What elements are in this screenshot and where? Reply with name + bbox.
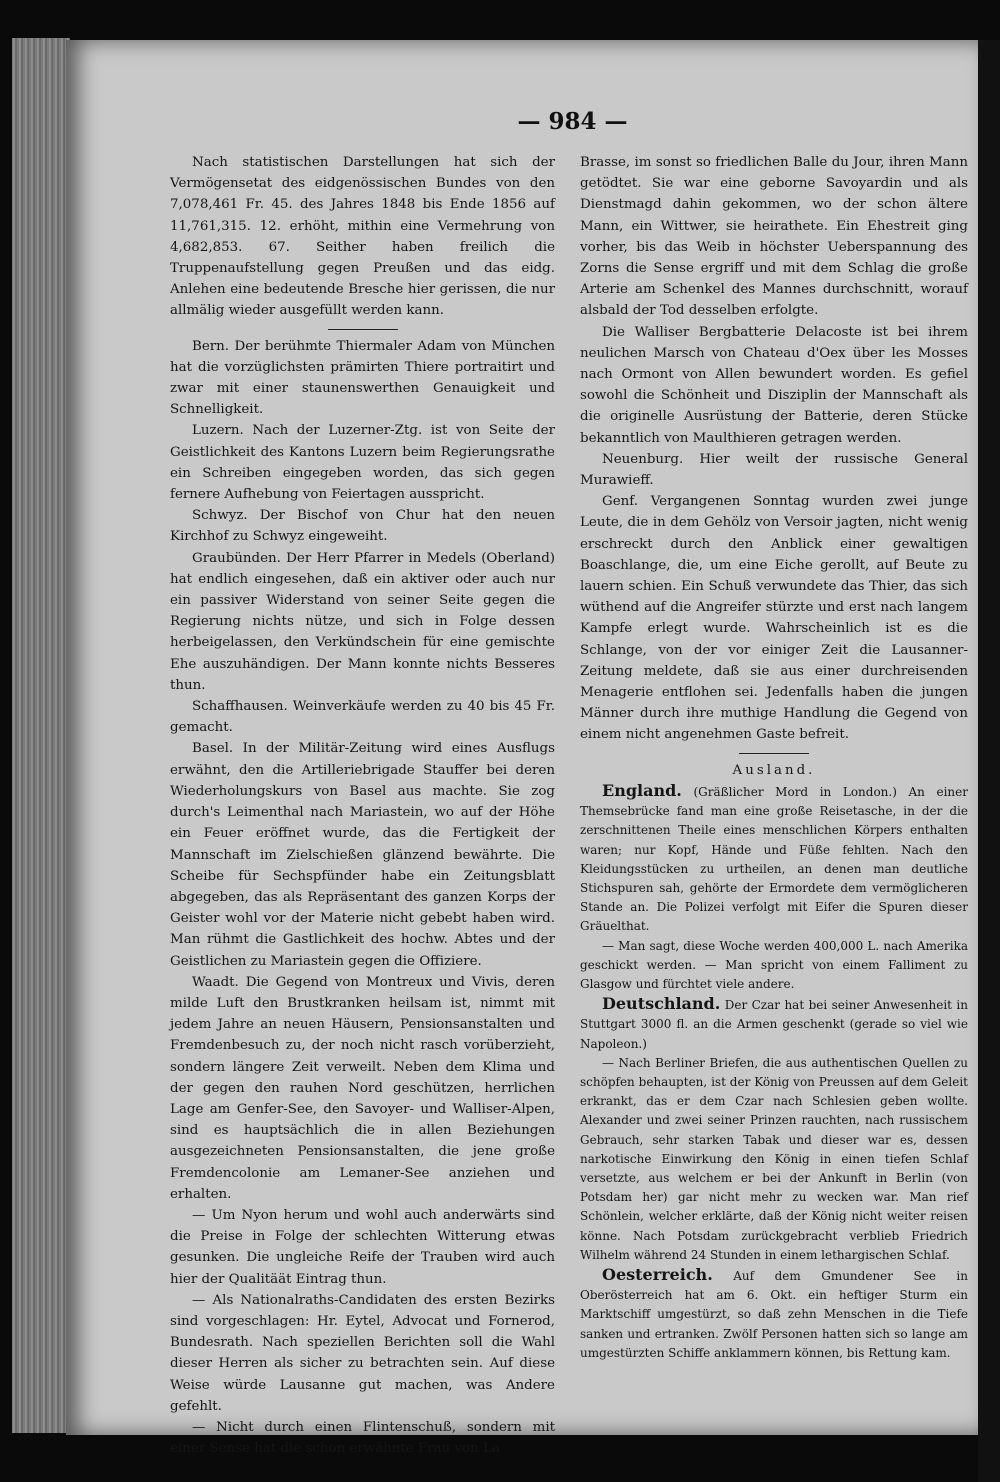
section-heading: Ausland. [732, 762, 816, 778]
paragraph-text: Nach statistischen Darstellungen hat sich der Vermögensetat des eidgenössischen Bundes von den 7,078,461 Fr. 45. des Jahres 1848 bis Ende 1856 auf 11,761,315. 12. erhöht, mithin eine Vermehrung von 4,682,853. 67. Seither haben freilich die Truppenaufstellung gegen Preußen und das eidg. Anlehen eine bedeutende Bresche hier gerissen, die nur allmälig wieder ausgefüllt werden kann. [170, 155, 555, 319]
section-divider [170, 322, 555, 336]
article-paragraph [580, 449, 968, 491]
section-divider [580, 746, 968, 760]
paragraph-text: Genf. Vergangenen Sonntag wurden zwei junge Leute, die in dem Gehölz von Versoir jagten, nicht wenig erschreckt durch den Anblick einer gewaltigen Boaschlange, die, um eine Eiche gerollt, auf Beute zu lauern schien. Ein Schuß verwundete das Thier, das sich wüthend auf die Angreifer stürzte und erst nach langem Kampfe erlegt wurde. Wahrscheinlich ist es die Schlange, von der vor einiger Zeit die Lausanner-Zeitung meldete, daß sie aus einer durchreisenden Menagerie entflohen sei. Jedenfalls haben die jungen Männer durch ihre muthige Handlung die Gegend von einem nicht angenehmen Gaste befreit. [580, 494, 968, 743]
article-paragraph [170, 738, 555, 971]
article-paragraph [580, 994, 968, 1054]
page-number: — 984 — [517, 108, 628, 135]
paragraph-text: Bern. Der berühmte Thiermaler Adam von München hat die vorzüglichsten prämirten Thiere portraitirt und zwar mit einer staunenswerthen Genauigkeit und Schnelligkeit. [170, 338, 555, 418]
article-paragraph [170, 1290, 555, 1417]
paragraph-text: Schaffhausen. Weinverkäufe werden zu 40 bis 45 Fr. gemacht. [170, 699, 555, 736]
article-paragraph [170, 505, 555, 547]
book-page-edges [12, 38, 70, 1433]
right-column [580, 152, 968, 1363]
paragraph-text: Neuenburg. Hier weilt der russische General Murawieff. [580, 451, 968, 489]
paragraph-text: Brasse, im sonst so friedlichen Balle du Jour, ihren Mann getödtet. Sie war eine geborne Savoyardin und als Dienstmagd dahin gekommen, wo der schon ältere Mann, ein Wittwer, sie heirathete. Ein Ehestreit ging vorher, bis das Weib in höchster Ueberspannung des Zorns die Sense ergriff und mit dem Schlag die große Arterie am Schenkel des Mannes durchschnitt, worauf alsbald der Tod desselben erfolgte. [580, 155, 968, 319]
article-paragraph [580, 1265, 968, 1363]
article-paragraph [170, 336, 555, 421]
article-paragraph [170, 1205, 555, 1290]
paragraph-text: — Nach Berliner Briefen, die aus authentischen Quellen zu schöpfen behaupten, ist der König von Preussen auf dem Geleit erkrankt, das er dem Czar nach Schlesien geben wollte. Alexander und zwei seiner Prinzen rauchten, nach russischem Gebrauch, sehr starken Tabak und dieser war es, dessen narkotische Einwirkung den König in einen tiefen Schlaf versetzte, aus welchem er bei der Ankunft in Berlin (von Potsdam her) gar nicht mehr zu wecken war. Man rief Schönlein, welcher erklärte, daß der König nicht weiter reisen könne. Nach Potsdam zurückgebracht verblieb Friedrich Wilhelm während 24 Stunden in einem lethargischen Schlaf. [580, 1055, 968, 1262]
article-paragraph [170, 1417, 555, 1459]
country-heading: England. [602, 780, 682, 800]
article-paragraph [170, 152, 555, 322]
article-paragraph [170, 548, 555, 696]
paragraph-text: — Als Nationalraths-Candidaten des ersten Bezirks sind vorgeschlagen: Hr. Eytel, Advocat und Fornerod, Bundesrath. Nach speziellen Berichten soll die Wahl dieser Herren als sicher zu betrachten sein. Auf diese Weise würde Lausanne gut machen, was Andere gefehlt. [170, 1292, 555, 1414]
article-paragraph [580, 152, 968, 322]
paragraph-text: — Um Nyon herum und wohl auch anderwärts sind die Preise in Folge der schlechten Witterung etwas gesunken. Die ungleiche Reife der Trauben wird auch hier der Qualitäät Eintrag thun. [170, 1207, 555, 1287]
article-paragraph [170, 420, 555, 505]
country-heading: Oesterreich. [602, 1264, 713, 1284]
paragraph-text: Der Czar hat bei seiner Anwesenheit in Stuttgart 3000 fl. an die Armen geschenkt (gerade so viel wie Napoleon.) [580, 998, 968, 1051]
article-paragraph [580, 1054, 968, 1265]
article-paragraph [170, 972, 555, 1205]
article-paragraph [170, 696, 555, 738]
article-paragraph [580, 491, 968, 745]
left-column [170, 152, 555, 1459]
paragraph-text: (Gräßlicher Mord in London.) An einer Themsebrücke fand man eine große Reisetasche, in der die zerschnittenen Theile eines menschlichen Körpers enthalten waren; nur Kopf, Hände und Füße fehlten. Nach den Kleidungsstücken zu urtheilen, an denen man deutliche Stichspuren sah, gehörte der Ermordete dem vermöglicheren Stande an. Die Polizei verfolgt mit Eifer die Spuren dieser Gräuelthat. [580, 784, 968, 934]
article-paragraph [580, 781, 968, 937]
article-paragraph [580, 322, 968, 449]
paragraph-text: Auf dem Gmundener See in Oberösterreich hat am 6. Okt. ein heftiger Sturm ein Marktschiff umgestürzt, so daß zehn Menschen in die Tiefe sanken und ertranken. Zwölf Personen hatten sich so lange am umgestürzten Schiffe anklammern können, bis Rettung kam. [580, 1268, 968, 1360]
country-heading: Deutschland. [602, 994, 721, 1014]
paragraph-text: Schwyz. Der Bischof von Chur hat den neuen Kirchhof zu Schwyz eingeweiht. [170, 508, 555, 545]
paragraph-text: — Man sagt, diese Woche werden 400,000 L. nach Amerika geschickt werden. — Man spricht von einem Falliment zu Glasgow und fürchtet viele andere. [580, 938, 968, 991]
article-paragraph [580, 937, 968, 995]
paragraph-text: Luzern. Nach der Luzerner-Ztg. ist von Seite der Geistlichkeit des Kantons Luzern beim Regierungsrathe ein Schreiben eingegeben worden, das sich gegen fernere Aufhebung von Feiertagen ausspricht. [170, 423, 555, 503]
paragraph-text: Waadt. Die Gegend von Montreux und Vivis, deren milde Luft den Brustkranken heilsam ist, nimmt mit jedem Jahre an neuen Häusern, Pensionsanstalten und Fremdenbesuch zu, der noch nicht rasch vorüberzieht, sondern längere Zeit verweilt. Neben dem Klima und der gegen den rauhen Nord geschützen, herrlichen Lage am Genfer-See, den Savoyer- und Walliser-Alpen, sind es hauptsächlich die in allen Beziehungen ausgezeichneten Pensionsanstalten, die jene große Fremdencolonie am Lemaner-See anziehen und erhalten. [170, 974, 555, 1202]
paragraph-text: Graubünden. Der Herr Pfarrer in Medels (Oberland) hat endlich eingesehen, daß ein aktiver oder auch nur ein passiver Widerstand von seiner Seite gegen die Regierung nichts nütze, und sich in Folge dessen herbeigelassen, den Verkündschein für eine gemischte Ehe auszuhändigen. Der Mann konnte nichts Besseres thun. [170, 550, 555, 693]
dark-margin [978, 40, 1000, 1482]
paragraph-text: — Nicht durch einen Flintenschuß, sondern mit einer Sense hat die schon erwähnte Frau von La [170, 1419, 555, 1457]
paragraph-text: Basel. In der Militär-Zeitung wird eines Ausflugs erwähnt, den die Artilleriebrigade Stauffer bei deren Wiederholungskurs von Basel aus machte. Sie zog durch's Leimenthal nach Mariastein, wo auf der Höhe ein Feuer eröffnet wurde, das die Fertigkeit der Mannschaft im Zielschießen glänzend bewährte. Die Scheibe für Sechspfünder habe ein Zeitungsblatt abgegeben, das als Repräsentant des ganzen Korps der Geister wohl vor der Materie nicht gebebt haben wird. Man rühmt die Gastlichkeit des hochw. Abtes und der Geistlichen zu Mariastein gegen die Offiziere. [170, 741, 555, 969]
paragraph-text: Die Walliser Bergbatterie Delacoste ist bei ihrem neulichen Marsch von Chateau d'Oex über les Mosses nach Ormont von Allen bewundert worden. Es gefiel sowohl die Schönheit und Disziplin der Mannschaft als die originelle Ausrüstung der Batterie, deren Stücke bekanntlich von Maulthieren getragen werden. [580, 324, 968, 446]
